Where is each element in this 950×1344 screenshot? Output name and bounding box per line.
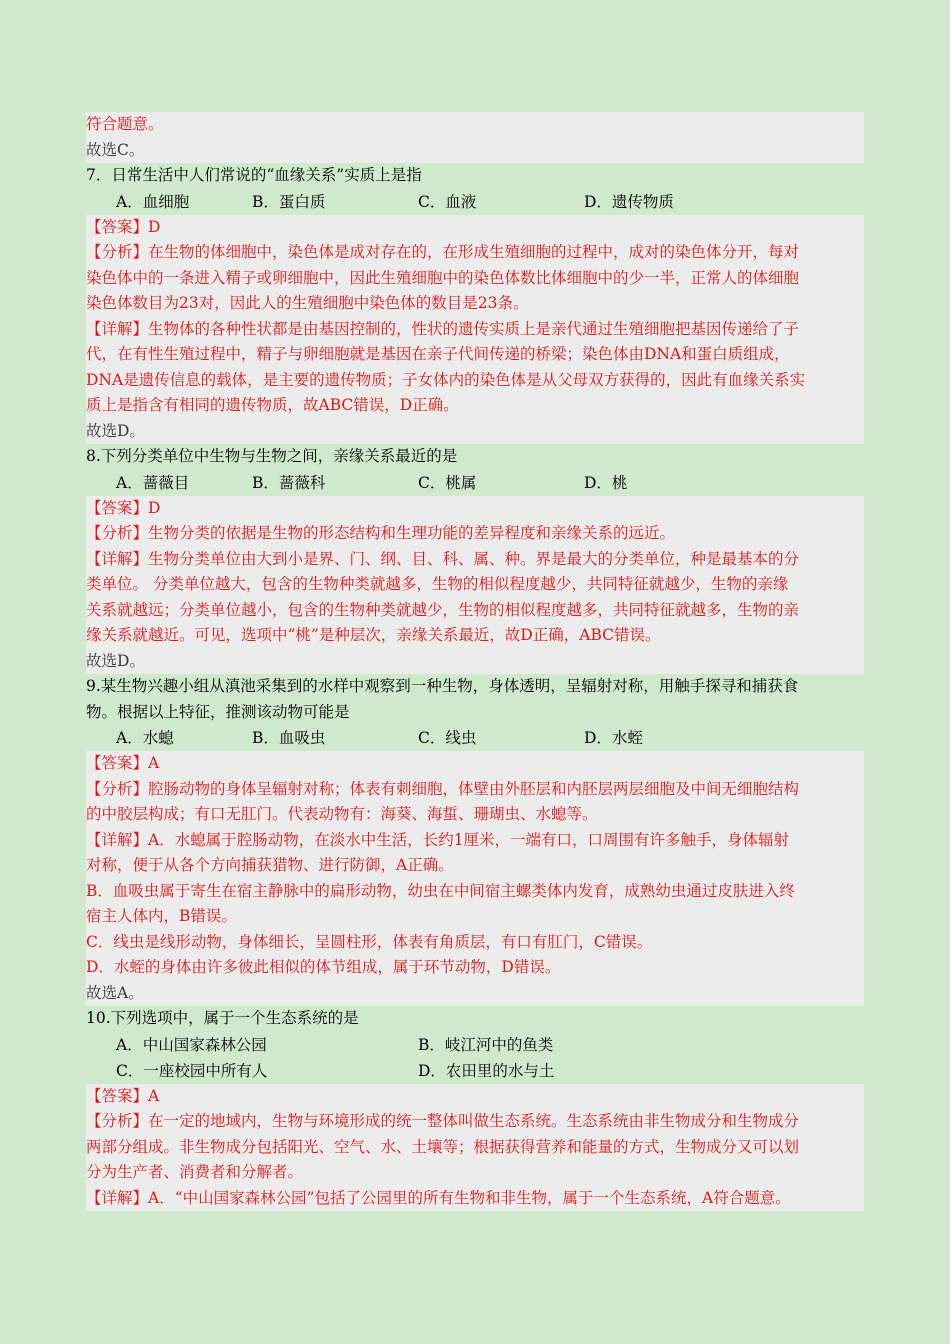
options-row <box>86 1032 864 1058</box>
text-line: 符合题意。 <box>86 115 164 133</box>
explanation-box <box>86 751 864 1006</box>
option-b: B．蛋白质 <box>252 192 326 211</box>
question-stem: 物。根据以上特征，推测该动物可能是 <box>86 702 350 721</box>
options-row <box>86 470 864 496</box>
analysis-line: 染色体中的一条进入精子或卵细胞中，因此生殖细胞中的染色体数比体细胞中的少一半，正常人的体细胞 <box>86 268 800 287</box>
option-d: D．农田里的水与土 <box>418 1061 555 1080</box>
question-stem: 8.下列分类单位中生物与生物之间，亲缘关系最近的是 <box>86 447 458 465</box>
options-row <box>86 1058 864 1084</box>
option-c: C．血液 <box>418 192 477 211</box>
option-a: A．中山国家森林公园 <box>116 1035 267 1054</box>
detail-line: D．水蛭的身体由许多彼此相似的体节组成，属于环节动物，D错误。 <box>86 958 561 976</box>
analysis-line: 染色体数目为23对，因此人的生殖细胞中染色体的数目是23条。 <box>86 294 529 312</box>
option-b: B．蔷薇科 <box>252 473 326 492</box>
question-7 <box>86 163 864 444</box>
explanation-box <box>86 1084 864 1212</box>
question-stem: 9.某生物兴趣小组从滇池采集到的水样中观察到一种生物，身体透明，呈辐射对称，用触手探寻和捕获食 <box>86 677 799 695</box>
option-d: D．遗传物质 <box>584 192 674 211</box>
question-9 <box>86 674 864 1006</box>
detail-line: C．线虫是线形动物，身体细长，呈圆柱形，体表有角质层，有口有肛门，C错误。 <box>86 932 653 951</box>
question-stem: 7．日常生活中人们常说的“血缘关系”实质上是指 <box>86 166 422 184</box>
conclusion-line: 故选C。 <box>86 140 145 159</box>
detail-line: 【详解】生物分类单位由大到小是界、门、纲、目、科、属、种。界是最大的分类单位，种是最基本的分 <box>86 549 800 568</box>
document-page <box>86 112 864 1211</box>
detail-line: DNA是遗传信息的载体，是主要的遗传物质；子女体内的染色体是从父母双方获得的，因此有血缘关系实 <box>86 370 806 389</box>
detail-line: 质上是指含有相同的遗传物质，故ABC错误，D正确。 <box>86 396 459 414</box>
analysis-line: 【分析】腔肠动物的身体呈辐射对称；体表有刺细胞，体壁由外胚层和内胚层两层细胞及中间无细胞结构 <box>86 779 800 798</box>
question-8 <box>86 444 864 674</box>
detail-line: 关系就越远；分类单位越小，包含的生物种类就越少，生物的相似程度越多，共同特征就越多，生物的亲 <box>86 600 800 619</box>
conclusion-line: 故选D。 <box>86 651 145 670</box>
detail-line: 宿主人体内，B错误。 <box>86 907 237 925</box>
answer-line: 【答案】A <box>86 754 160 772</box>
answer-line: 【答案】A <box>86 1086 160 1105</box>
option-c: C．一座校园中所有人 <box>116 1061 268 1080</box>
option-b: B．血吸虫 <box>252 729 326 747</box>
detail-line: 【详解】A．“中山国家森林公园”包括了公园里的所有生物和非生物，属于一个生态系统，A符合题意。 <box>86 1188 791 1207</box>
question-10 <box>86 1006 864 1211</box>
option-d: D．桃 <box>584 473 628 492</box>
analysis-line: 分为生产者、消费者和分解者。 <box>86 1163 304 1181</box>
analysis-line: 【分析】生物分类的依据是生物的形态结构和生理功能的差异程度和亲缘关系的远近。 <box>86 524 676 542</box>
answer-line: 【答案】D <box>86 498 161 517</box>
detail-line: 【详解】A．水螅属于腔肠动物，在淡水中生活，长约1厘米，一端有口，口周围有许多触手，身体辐射 <box>86 830 790 849</box>
detail-line: 类单位。 分类单位越大，包含的生物种类就越多，生物的相似程度越少，共同特征就越少，生物的亲缘 <box>86 575 789 593</box>
option-a: A．血细胞 <box>116 192 190 211</box>
options-row <box>86 189 864 215</box>
options-row <box>86 725 864 751</box>
option-a: A．蔷薇目 <box>116 473 190 492</box>
analysis-line: 【分析】在一定的地域内，生物与环境形成的统一整体叫做生态系统。生态系统由非生物成分和生物成分 <box>86 1112 800 1130</box>
analysis-line: 的中胶层构成；有口无肛门。代表动物有：海葵、海蜇、珊瑚虫、水螅等。 <box>86 805 598 823</box>
detail-line: 对称，便于从各个方向捕获猎物、进行防御，A正确。 <box>86 856 454 874</box>
analysis-line: 【分析】在生物的体细胞中，染色体是成对存在的，在形成生殖细胞的过程中，成对的染色体分开，每对 <box>86 243 800 261</box>
explanation-box <box>86 215 864 445</box>
answer-line: 【答案】D <box>86 217 161 236</box>
detail-line: B．血吸虫属于寄生在宿主静脉中的扁形动物，幼虫在中间宿主螺类体内发育，成熟幼虫通过皮肤进入终 <box>86 881 795 900</box>
detail-line: 代，在有性生殖过程中，精子与卵细胞就是基因在亲子代间传递的桥梁；染色体由DNA和蛋白质组成， <box>86 345 790 363</box>
conclusion-line: 故选A。 <box>86 983 144 1002</box>
analysis-line: 两部分组成。非生物成分包括阳光、空气、水、土壤等；根据获得营养和能量的方式，生物成分又可以划 <box>86 1137 800 1156</box>
question-stem: 10.下列选项中，属于一个生态系统的是 <box>86 1009 359 1027</box>
detail-line: 缘关系就越近。可见，选项中“桃”是种层次，亲缘关系最近，故D正确，ABC错误。 <box>86 626 661 644</box>
option-d: D．水蛭 <box>584 729 643 747</box>
previous-explanation-tail <box>86 112 864 163</box>
option-c: C．桃属 <box>418 473 477 492</box>
conclusion-line: 故选D。 <box>86 421 145 440</box>
explanation-box <box>86 496 864 675</box>
option-b: B．岐江河中的鱼类 <box>418 1035 554 1054</box>
option-c: C．线虫 <box>418 729 477 747</box>
detail-line: 【详解】生物体的各种性状都是由基因控制的，性状的遗传实质上是亲代通过生殖细胞把基因传递给了子 <box>86 319 800 338</box>
option-a: A．水螅 <box>116 729 174 747</box>
